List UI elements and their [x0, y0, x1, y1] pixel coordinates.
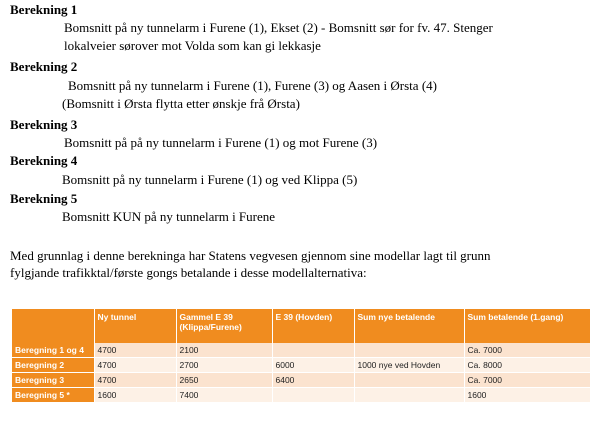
table-cell — [272, 343, 354, 358]
table-header-cell — [12, 309, 94, 343]
table-cell: 4700 — [94, 373, 176, 388]
table-row — [12, 343, 590, 358]
table-cell — [272, 388, 354, 403]
table-cell: 6000 — [272, 358, 354, 373]
row-label: Beregning 1 og 4 — [12, 343, 94, 358]
table-cell — [354, 373, 464, 388]
table-cell: 1600 — [94, 388, 176, 403]
table-cell: 1000 nye ved Hovden — [354, 358, 464, 373]
section-text: Bomsnitt på ny tunnelarm i Furene (1), Furene (3) og Aasen i Ørsta (4) — [68, 78, 437, 93]
table-header-cell: Sum nye betalende — [354, 309, 464, 343]
table-cell: 6400 — [272, 373, 354, 388]
section-text: Bomsnitt KUN på ny tunnelarm i Furene — [62, 209, 276, 224]
table-cell: 2700 — [176, 358, 272, 373]
table-cell — [354, 343, 464, 358]
table-cell: 4700 — [94, 343, 176, 358]
table-row — [12, 373, 590, 388]
table-row — [12, 358, 590, 373]
section-heading: Berekning 3 — [10, 117, 78, 132]
table-cell: Ca. 8000 — [464, 358, 590, 373]
section-text: (Bomsnitt i Ørsta flytta etter ønskje frå Ørsta) — [62, 96, 300, 111]
section-text: Bomsnitt på ny tunnelarm i Furene (1) og ved Klippa (5) — [62, 172, 358, 187]
section-text: Bomsnitt på ny tunnelarm i Furene (1), Ekset (2) - Bomsnitt sør for fv. 47. Stenger — [64, 20, 493, 35]
traffic-table — [12, 309, 591, 403]
row-label: Beregning 3 — [12, 373, 94, 388]
section-heading: Berekning 4 — [10, 153, 78, 168]
table-header-cell: Ny tunnel — [94, 309, 176, 343]
table-row — [12, 388, 590, 403]
table-cell: 7400 — [176, 388, 272, 403]
table-header-cell: E 39 (Hovden) — [272, 309, 354, 343]
intro-line: Med grunnlag i denne berekninga har Statens vegvesen gjennom sine modellar lagt til grunn — [10, 248, 491, 263]
section-heading: Berekning 1 — [10, 2, 78, 17]
table-header-row — [12, 309, 590, 343]
row-label: Beregning 5 * — [12, 388, 94, 403]
intro-line: fylgjande trafikktal/første gongs betalande i desse modellalternativa: — [10, 265, 367, 280]
section-text: lokalveier sørover mot Volda som kan gi lekkasje — [64, 38, 321, 53]
section-text: Bomsnitt på på ny tunnelarm i Furene (1) og mot Furene (3) — [64, 135, 378, 150]
section-heading: Berekning 2 — [10, 59, 78, 74]
table-cell: 4700 — [94, 358, 176, 373]
table-cell: Ca. 7000 — [464, 343, 590, 358]
table-header-cell: Sum betalende (1.gang) — [464, 309, 590, 343]
intro-paragraph — [10, 247, 595, 281]
table-cell: Ca. 7000 — [464, 373, 590, 388]
section-heading: Berekning 5 — [10, 191, 78, 206]
table-cell: 2650 — [176, 373, 272, 388]
table-header-cell: Gammel E 39 (Klippa/Furene) — [176, 309, 272, 343]
table-cell — [354, 388, 464, 403]
table-cell: 1600 — [464, 388, 590, 403]
table-cell: 2100 — [176, 343, 272, 358]
row-label: Beregning 2 — [12, 358, 94, 373]
